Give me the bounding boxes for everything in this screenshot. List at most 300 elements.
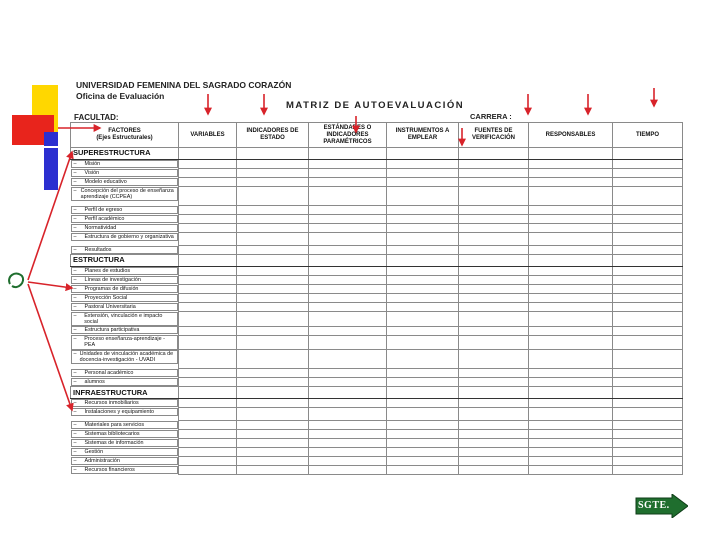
matrix-cell[interactable] (309, 285, 387, 294)
matrix-cell[interactable] (459, 335, 529, 350)
factor-label: Perfil académico (84, 215, 125, 222)
matrix-cell[interactable] (459, 160, 529, 169)
matrix-cell[interactable] (179, 448, 237, 457)
matrix-cell[interactable] (613, 430, 683, 439)
matrix-cell[interactable] (309, 312, 387, 327)
matrix-cell[interactable] (529, 421, 613, 430)
matrix-cell[interactable] (179, 335, 237, 350)
matrix-cell[interactable] (237, 255, 309, 267)
matrix-cell[interactable] (309, 246, 387, 255)
matrix-cell[interactable] (237, 439, 309, 448)
factor-label: Unidades de vinculación académica de docencia-investigación - UVADI (79, 350, 174, 363)
matrix-cell[interactable] (309, 466, 387, 475)
matrix-cell[interactable] (613, 466, 683, 475)
matrix-cell[interactable] (613, 408, 683, 421)
decor-blue-square (44, 132, 58, 190)
matrix-cell[interactable] (309, 369, 387, 378)
matrix-cell[interactable] (387, 457, 459, 466)
matrix-cell[interactable] (387, 160, 459, 169)
section-title: SUPERESTRUCTURA (71, 148, 179, 160)
factor-label: alumnos (84, 378, 105, 385)
matrix-cell[interactable] (237, 466, 309, 475)
bullet-dash: – (73, 233, 77, 240)
matrix-cell[interactable] (179, 369, 237, 378)
factor-cell (71, 448, 179, 456)
matrix-cell[interactable] (179, 408, 237, 421)
matrix-cell[interactable] (387, 285, 459, 294)
matrix-cell[interactable] (387, 267, 459, 276)
matrix-cell[interactable] (613, 303, 683, 312)
factor-cell (71, 233, 179, 241)
matrix-cell[interactable] (387, 206, 459, 215)
matrix-cell[interactable] (387, 439, 459, 448)
bullet-dash: – (73, 246, 77, 253)
matrix-cell[interactable] (529, 378, 613, 387)
factor-label: Visión (84, 169, 100, 176)
factor-row (71, 430, 683, 439)
matrix-cell[interactable] (529, 387, 613, 399)
matrix-cell[interactable] (179, 285, 237, 294)
section-row (71, 387, 683, 399)
matrix-cell[interactable] (613, 215, 683, 224)
matrix-cell[interactable] (459, 430, 529, 439)
matrix-cell[interactable] (237, 421, 309, 430)
matrix-cell[interactable] (237, 148, 309, 160)
matrix-cell[interactable] (459, 276, 529, 285)
next-button[interactable] (634, 494, 688, 518)
matrix-cell[interactable] (613, 294, 683, 303)
matrix-cell[interactable] (529, 294, 613, 303)
section-title: ESTRUCTURA (71, 255, 179, 267)
arrow-to-infraestructura (28, 284, 72, 410)
matrix-cell[interactable] (237, 312, 309, 327)
matrix-cell[interactable] (459, 215, 529, 224)
matrix-cell[interactable] (613, 350, 683, 369)
matrix-cell[interactable] (613, 378, 683, 387)
matrix-cell[interactable] (613, 148, 683, 160)
matrix-cell[interactable] (459, 255, 529, 267)
matrix-cell[interactable] (387, 294, 459, 303)
matrix-cell[interactable] (179, 169, 237, 178)
matrix-cell[interactable] (309, 430, 387, 439)
bullet-dash: – (73, 187, 77, 194)
factor-row (71, 276, 683, 285)
matrix-cell[interactable] (529, 160, 613, 169)
factor-cell (71, 457, 179, 465)
factor-cell (71, 178, 179, 186)
matrix-cell[interactable] (387, 276, 459, 285)
factor-label: Concepción del proceso de enseñanza aprendizaje (CCPEA) (80, 187, 174, 200)
matrix-cell[interactable] (179, 457, 237, 466)
matrix-cell[interactable] (309, 326, 387, 335)
matrix-cell[interactable] (529, 206, 613, 215)
matrix-cell[interactable] (459, 326, 529, 335)
matrix-cell[interactable] (179, 303, 237, 312)
matrix-cell[interactable] (529, 457, 613, 466)
matrix-cell[interactable] (179, 430, 237, 439)
factor-row (71, 285, 683, 294)
matrix-cell[interactable] (309, 457, 387, 466)
matrix-cell[interactable] (387, 148, 459, 160)
factor-label: Proceso enseñanza-aprendizaje - PEA (84, 336, 165, 349)
matrix-cell[interactable] (459, 224, 529, 233)
matrix-cell[interactable] (309, 267, 387, 276)
matrix-cell[interactable] (387, 303, 459, 312)
matrix-cell[interactable] (613, 246, 683, 255)
bullet-dash: – (73, 430, 77, 437)
matrix-cell[interactable] (459, 399, 529, 408)
matrix-cell[interactable] (459, 350, 529, 369)
factor-cell (71, 369, 179, 377)
matrix-cell[interactable] (309, 378, 387, 387)
matrix-cell[interactable] (387, 399, 459, 408)
bullet-dash: – (73, 421, 77, 428)
matrix-cell[interactable] (529, 187, 613, 206)
matrix-cell[interactable] (459, 285, 529, 294)
matrix-cell[interactable] (459, 312, 529, 327)
matrix-cell[interactable] (529, 148, 613, 160)
matrix-cell[interactable] (387, 408, 459, 421)
matrix-cell[interactable] (237, 350, 309, 369)
matrix-cell[interactable] (613, 178, 683, 187)
matrix-cell[interactable] (237, 187, 309, 206)
matrix-cell[interactable] (459, 466, 529, 475)
matrix-cell[interactable] (459, 148, 529, 160)
matrix-cell[interactable] (387, 326, 459, 335)
factor-row (71, 224, 683, 233)
matrix-cell[interactable] (309, 160, 387, 169)
matrix-cell[interactable] (613, 399, 683, 408)
factor-cell (71, 215, 179, 223)
matrix-cell[interactable] (387, 233, 459, 246)
matrix-cell[interactable] (459, 448, 529, 457)
factor-label: Resultados (84, 246, 112, 253)
matrix-cell[interactable] (179, 178, 237, 187)
matrix-cell[interactable] (387, 246, 459, 255)
factor-row (71, 178, 683, 187)
matrix-cell[interactable] (309, 387, 387, 399)
matrix-cell[interactable] (459, 169, 529, 178)
matrix-cell[interactable] (387, 335, 459, 350)
matrix-cell[interactable] (387, 187, 459, 206)
matrix-cell[interactable] (459, 233, 529, 246)
matrix-cell[interactable] (237, 246, 309, 255)
matrix-cell[interactable] (613, 233, 683, 246)
matrix-cell[interactable] (529, 326, 613, 335)
bullet-dash: – (73, 350, 77, 357)
matrix-cell[interactable] (237, 285, 309, 294)
matrix-cell[interactable] (309, 399, 387, 408)
matrix-cell[interactable] (237, 215, 309, 224)
matrix-cell[interactable] (529, 408, 613, 421)
bullet-dash: – (73, 169, 77, 176)
matrix-cell[interactable] (387, 448, 459, 457)
bullet-dash: – (73, 303, 77, 310)
matrix-cell[interactable] (613, 267, 683, 276)
factor-label: Perfil de egreso (84, 206, 123, 213)
matrix-cell[interactable] (179, 224, 237, 233)
matrix-cell[interactable] (613, 224, 683, 233)
matrix-cell[interactable] (613, 369, 683, 378)
matrix-cell[interactable] (529, 466, 613, 475)
matrix-cell[interactable] (179, 276, 237, 285)
self-evaluation-matrix (70, 122, 683, 475)
matrix-cell[interactable] (237, 408, 309, 421)
matrix-cell[interactable] (237, 430, 309, 439)
matrix-cell[interactable] (179, 160, 237, 169)
matrix-cell[interactable] (529, 178, 613, 187)
factor-label: Materiales para servicios (84, 421, 145, 428)
factor-label: Estructura de gobierno y organizativa (84, 233, 174, 240)
matrix-cell[interactable] (613, 448, 683, 457)
matrix-title: MATRIZ DE AUTOEVALUACIÓN (286, 100, 465, 111)
matrix-cell[interactable] (613, 255, 683, 267)
matrix-cell[interactable] (387, 224, 459, 233)
matrix-cell[interactable] (387, 387, 459, 399)
matrix-cell[interactable] (179, 246, 237, 255)
matrix-cell[interactable] (179, 206, 237, 215)
matrix-cell[interactable] (529, 246, 613, 255)
career-label: CARRERA : (470, 112, 512, 121)
factor-row (71, 303, 683, 312)
col-fuentes: FUENTES DE VERIFICACIÓN (459, 123, 529, 148)
matrix-cell[interactable] (309, 255, 387, 267)
factor-label: Sistemas de información (84, 439, 144, 446)
matrix-cell[interactable] (459, 439, 529, 448)
matrix-cell[interactable] (309, 169, 387, 178)
matrix-cell[interactable] (529, 350, 613, 369)
matrix-cell[interactable] (179, 215, 237, 224)
matrix-cell[interactable] (309, 439, 387, 448)
matrix-cell[interactable] (459, 187, 529, 206)
matrix-cell[interactable] (237, 169, 309, 178)
decor-divider (14, 146, 58, 148)
matrix-cell[interactable] (309, 276, 387, 285)
matrix-cell[interactable] (309, 178, 387, 187)
university-name: UNIVERSIDAD FEMENINA DEL SAGRADO CORAZÓN (76, 80, 292, 90)
matrix-cell[interactable] (459, 369, 529, 378)
matrix-cell[interactable] (613, 276, 683, 285)
matrix-cell[interactable] (237, 233, 309, 246)
bullet-dash: – (73, 276, 77, 283)
bullet-dash: – (73, 327, 77, 334)
office-name: Oficina de Evaluación (76, 91, 165, 101)
matrix-cell[interactable] (613, 421, 683, 430)
bullet-dash: – (73, 294, 77, 301)
matrix-cell[interactable] (179, 350, 237, 369)
factor-cell (71, 350, 179, 365)
factor-row (71, 350, 683, 369)
matrix-cell[interactable] (459, 178, 529, 187)
matrix-cell[interactable] (387, 255, 459, 267)
matrix-cell[interactable] (529, 399, 613, 408)
matrix-cell[interactable] (179, 255, 237, 267)
matrix-cell[interactable] (529, 439, 613, 448)
loop-icon (9, 274, 23, 288)
matrix-cell[interactable] (309, 335, 387, 350)
factor-cell (71, 430, 179, 438)
matrix-cell[interactable] (529, 233, 613, 246)
matrix-cell[interactable] (459, 294, 529, 303)
factor-cell (71, 466, 179, 474)
header-row (71, 123, 683, 148)
matrix-cell[interactable] (529, 369, 613, 378)
matrix-cell[interactable] (309, 215, 387, 224)
matrix-cell[interactable] (387, 466, 459, 475)
matrix-cell[interactable] (459, 267, 529, 276)
matrix-cell[interactable] (529, 312, 613, 327)
matrix-cell[interactable] (237, 378, 309, 387)
matrix-cell[interactable] (529, 224, 613, 233)
factor-cell (71, 169, 179, 177)
factor-cell (71, 160, 179, 168)
matrix-cell[interactable] (459, 421, 529, 430)
matrix-cell[interactable] (309, 206, 387, 215)
matrix-cell[interactable] (529, 285, 613, 294)
factor-row (71, 326, 683, 335)
factor-label: Gestión (84, 448, 104, 455)
matrix-cell[interactable] (179, 387, 237, 399)
matrix-cell[interactable] (529, 335, 613, 350)
matrix-cell[interactable] (459, 246, 529, 255)
factor-row (71, 246, 683, 255)
matrix-cell[interactable] (459, 378, 529, 387)
matrix-cell[interactable] (613, 312, 683, 327)
matrix-cell[interactable] (237, 399, 309, 408)
matrix-cell[interactable] (387, 215, 459, 224)
matrix-cell[interactable] (179, 312, 237, 327)
matrix-cell[interactable] (613, 439, 683, 448)
matrix-cell[interactable] (179, 294, 237, 303)
matrix-cell[interactable] (237, 178, 309, 187)
matrix-cell[interactable] (309, 187, 387, 206)
bullet-dash: – (73, 466, 77, 473)
matrix-cell[interactable] (309, 350, 387, 369)
matrix-cell[interactable] (179, 267, 237, 276)
matrix-cell[interactable] (529, 430, 613, 439)
factor-label: Programas de difusión (84, 285, 139, 292)
matrix-cell[interactable] (179, 326, 237, 335)
matrix-cell[interactable] (459, 408, 529, 421)
matrix-cell[interactable] (309, 408, 387, 421)
matrix-cell[interactable] (309, 148, 387, 160)
factor-row (71, 448, 683, 457)
matrix-cell[interactable] (237, 335, 309, 350)
matrix-cell[interactable] (387, 421, 459, 430)
matrix-cell[interactable] (459, 457, 529, 466)
matrix-cell[interactable] (387, 350, 459, 369)
factor-row (71, 466, 683, 475)
matrix-cell[interactable] (237, 387, 309, 399)
factor-label: Personal académico (84, 369, 134, 376)
factor-label: Misión (84, 161, 101, 167)
bullet-dash: – (73, 206, 77, 213)
matrix-cell[interactable] (237, 160, 309, 169)
matrix-cell[interactable] (237, 369, 309, 378)
bullet-dash: – (73, 400, 77, 407)
matrix-cell[interactable] (309, 233, 387, 246)
matrix-cell[interactable] (387, 312, 459, 327)
factor-cell (71, 421, 179, 429)
matrix-cell[interactable] (309, 421, 387, 430)
matrix-cell[interactable] (459, 387, 529, 399)
matrix-cell[interactable] (613, 387, 683, 399)
matrix-cell[interactable] (179, 399, 237, 408)
factor-cell (71, 378, 179, 386)
factor-label: Sistemas bibliotecarios (84, 430, 140, 437)
matrix-cell[interactable] (237, 457, 309, 466)
matrix-cell[interactable] (613, 169, 683, 178)
matrix-cell[interactable] (613, 335, 683, 350)
matrix-cell[interactable] (179, 466, 237, 475)
matrix-cell[interactable] (237, 326, 309, 335)
matrix-cell[interactable] (179, 421, 237, 430)
matrix-cell[interactable] (529, 215, 613, 224)
matrix-cell[interactable] (387, 378, 459, 387)
matrix-cell[interactable] (613, 457, 683, 466)
matrix-cell[interactable] (459, 206, 529, 215)
next-button-label: SGTE. (638, 500, 670, 511)
matrix-cell[interactable] (529, 267, 613, 276)
matrix-cell[interactable] (613, 160, 683, 169)
matrix-cell[interactable] (237, 294, 309, 303)
matrix-cell[interactable] (179, 148, 237, 160)
matrix-cell[interactable] (529, 276, 613, 285)
matrix-cell[interactable] (309, 294, 387, 303)
matrix-cell[interactable] (613, 206, 683, 215)
factor-row (71, 378, 683, 387)
col-instrumentos: INSTRUMENTOS A EMPLEAR (387, 123, 459, 148)
matrix-cell[interactable] (529, 448, 613, 457)
matrix-cell[interactable] (459, 303, 529, 312)
matrix-cell[interactable] (387, 369, 459, 378)
matrix-cell[interactable] (529, 169, 613, 178)
matrix-cell[interactable] (309, 448, 387, 457)
matrix-cell[interactable] (613, 326, 683, 335)
bullet-dash: – (73, 161, 77, 167)
matrix-cell[interactable] (237, 303, 309, 312)
matrix-cell[interactable] (309, 303, 387, 312)
matrix-cell[interactable] (179, 233, 237, 246)
matrix-cell[interactable] (179, 187, 237, 206)
matrix-cell[interactable] (529, 303, 613, 312)
factor-cell (71, 187, 179, 202)
factor-label: Administración (84, 457, 120, 464)
matrix-cell[interactable] (387, 169, 459, 178)
matrix-cell[interactable] (237, 267, 309, 276)
matrix-cell[interactable] (613, 187, 683, 206)
matrix-cell[interactable] (237, 276, 309, 285)
matrix-cell[interactable] (613, 285, 683, 294)
factor-row (71, 294, 683, 303)
bullet-dash: – (73, 215, 77, 222)
factor-row (71, 215, 683, 224)
matrix-cell[interactable] (309, 224, 387, 233)
bullet-dash: – (73, 369, 77, 376)
factor-cell (71, 408, 179, 416)
factor-cell (71, 335, 179, 350)
matrix-cell[interactable] (179, 439, 237, 448)
matrix-cell[interactable] (387, 178, 459, 187)
matrix-cell[interactable] (237, 224, 309, 233)
matrix-cell[interactable] (237, 206, 309, 215)
factor-label: Modelo educativo (84, 178, 127, 185)
factor-row (71, 160, 683, 169)
matrix-cell[interactable] (529, 255, 613, 267)
matrix-cell[interactable] (179, 378, 237, 387)
matrix-cell[interactable] (387, 430, 459, 439)
matrix-cell[interactable] (237, 448, 309, 457)
